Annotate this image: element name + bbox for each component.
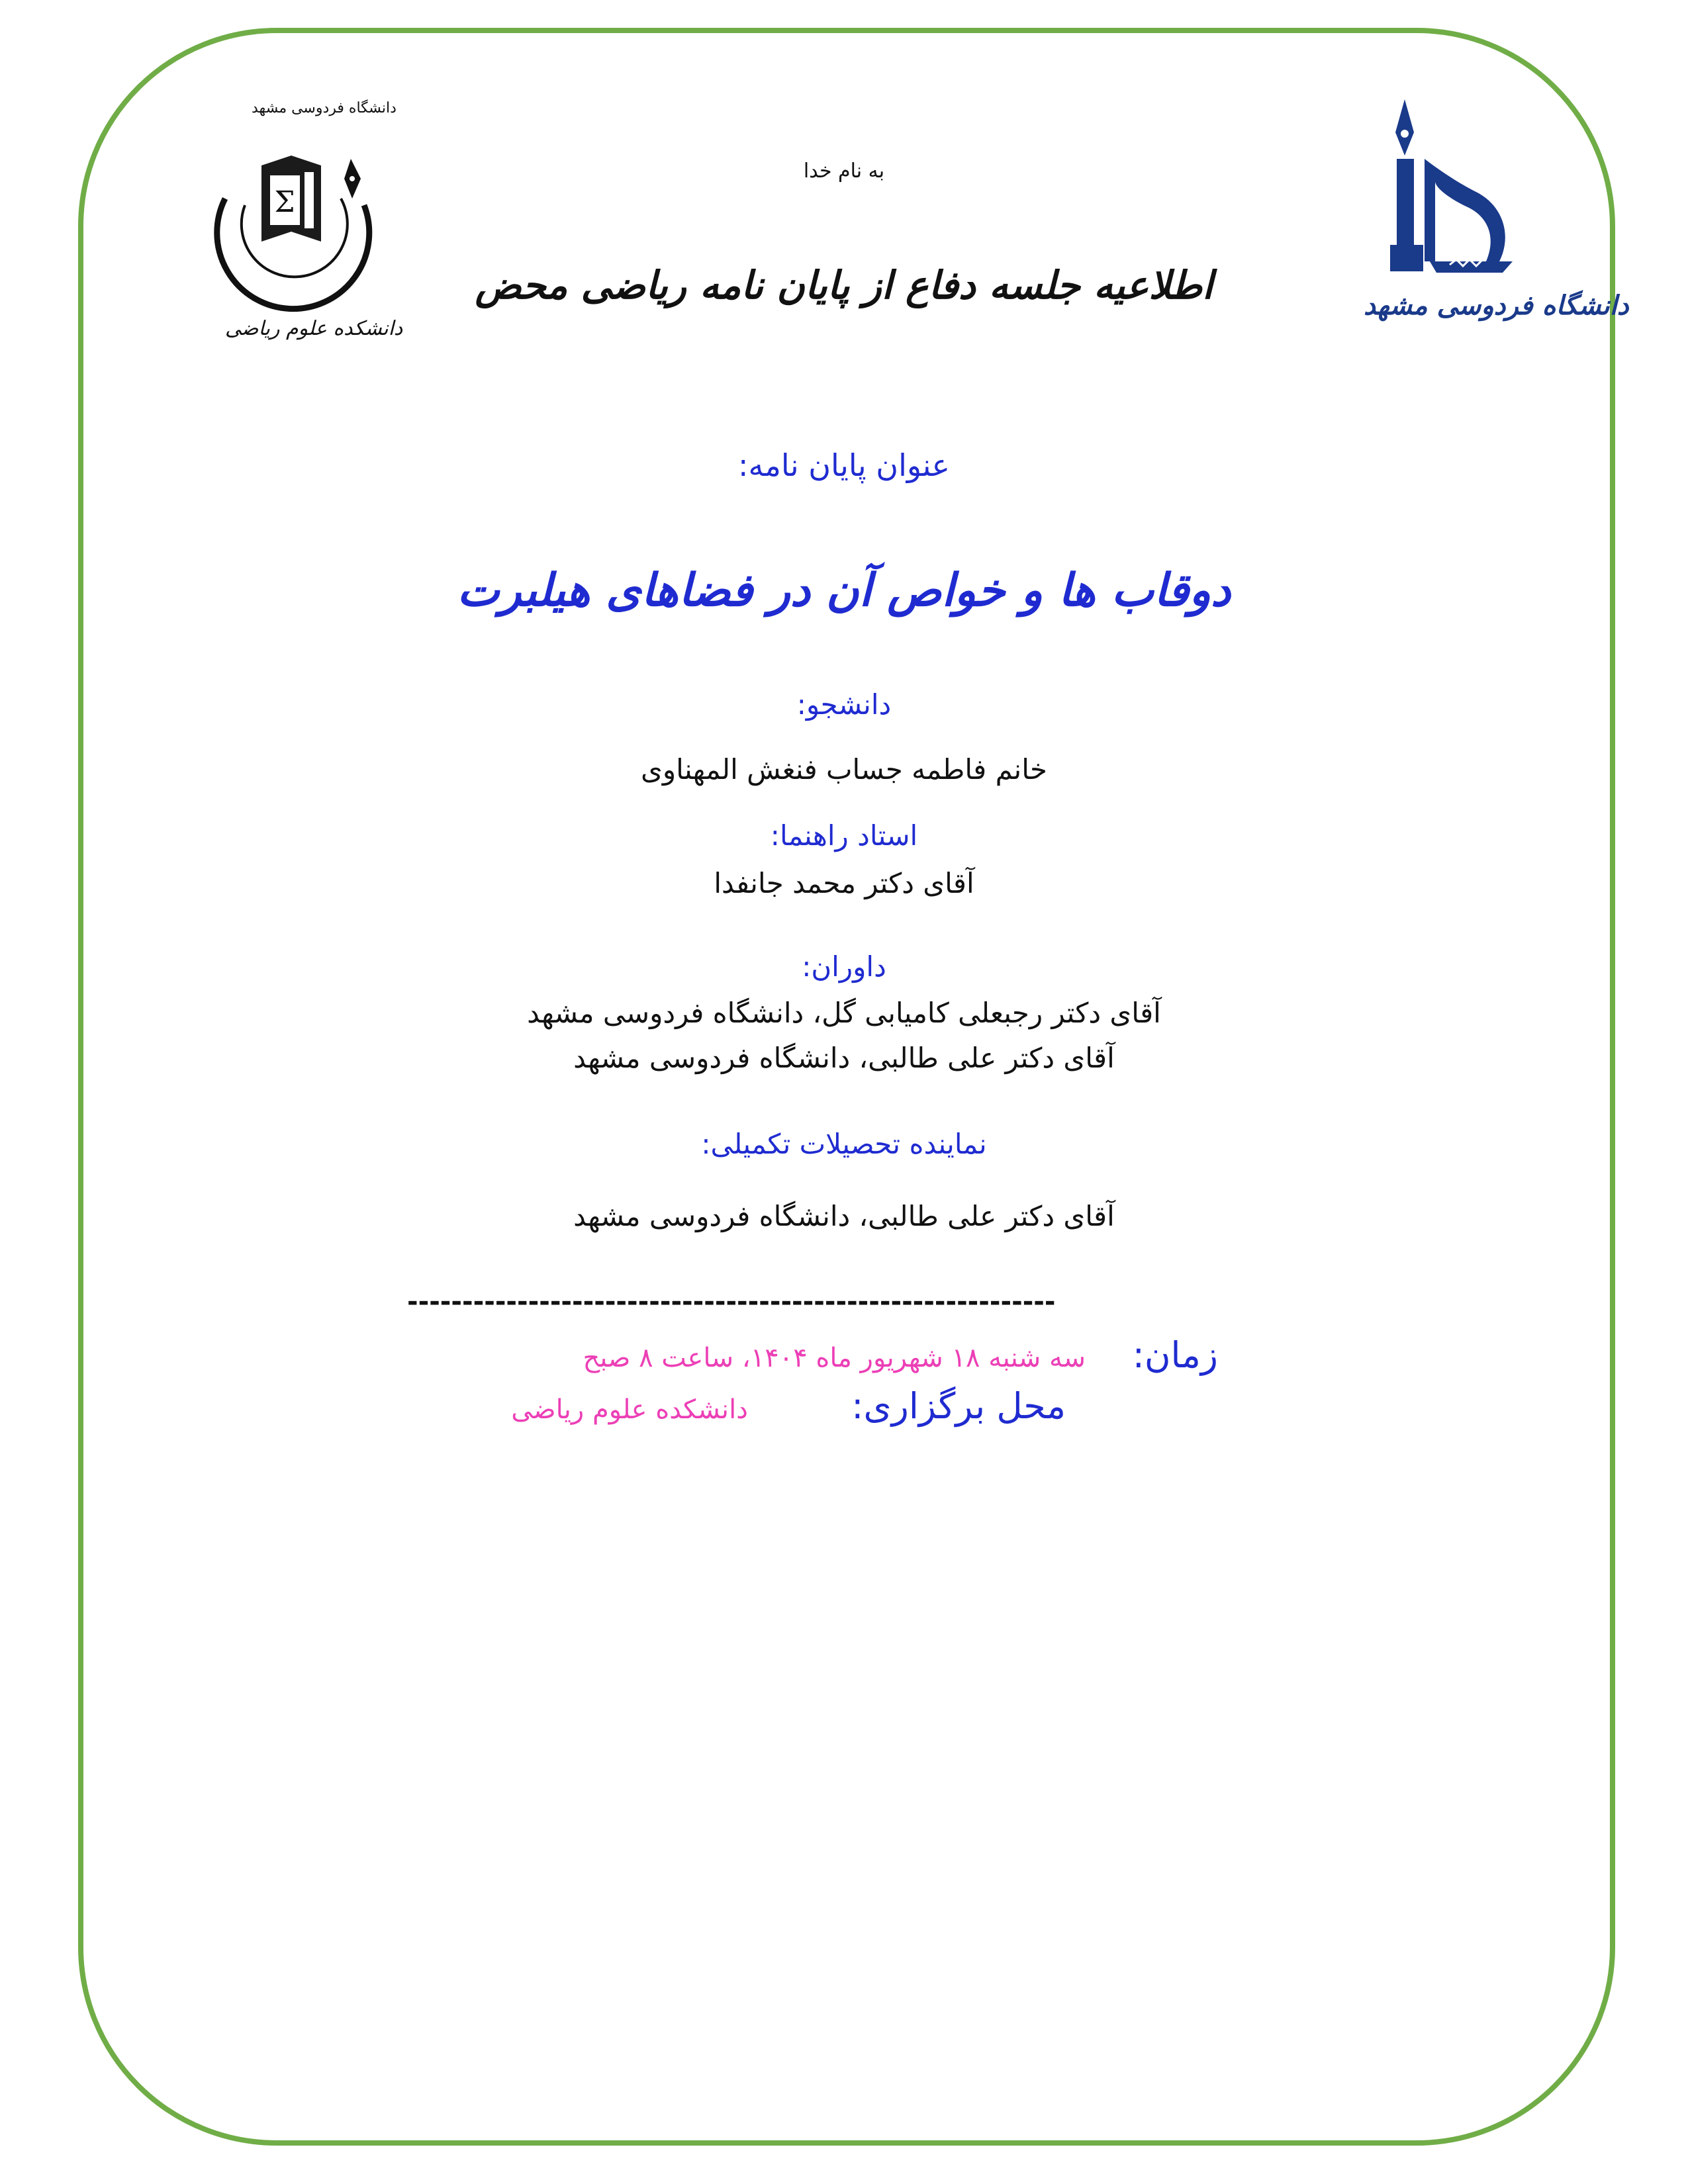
graduate-rep-heading: نماینده تحصیلات تکمیلی: — [701, 1128, 987, 1160]
announcement-title: اطلاعیه جلسه دفاع از پایان نامه ریاضی محض — [475, 263, 1213, 308]
faculty-seal-logo — [199, 99, 403, 351]
university-caption: دانشگاه فردوسی مشهد — [1364, 290, 1629, 321]
faculty-ring-text: دانشگاه فردوسی مشهد — [252, 100, 397, 116]
ferdowsi-university-icon — [1350, 93, 1542, 291]
faculty-seal-icon — [199, 99, 384, 351]
supervisor-name: آقای دکتر محمد جانفدا — [714, 867, 974, 899]
place-label: محل برگزاری: — [851, 1385, 1066, 1427]
student-heading: دانشجو: — [796, 688, 892, 721]
separator-line: ----------------------------------------------------------- — [407, 1287, 1056, 1316]
time-label: زمان: — [1132, 1334, 1218, 1376]
svg-text:Σ: Σ — [274, 185, 295, 219]
faculty-caption: دانشکده علوم ریاضی — [225, 317, 403, 340]
supervisor-heading: استاد راهنما: — [770, 819, 918, 852]
thesis-title: دوقاب ها و خواص آن در فضاهای هیلبرت — [457, 564, 1231, 617]
time-value: سه شنبه ۱۸ شهریور ماه ۱۴۰۴، ساعت ۸ صبح — [583, 1343, 1086, 1373]
referee-item: آقای دکتر رجبعلی کامیابی گل، دانشگاه فردوسی مشهد — [527, 997, 1161, 1029]
thesis-heading: عنوان پایان نامه: — [738, 447, 950, 483]
referee-item: آقای دکتر علی طالبی، دانشگاه فردوسی مشهد — [573, 1042, 1115, 1074]
referees-heading: داوران: — [802, 950, 886, 983]
bismillah-text: به نام خدا — [803, 159, 885, 183]
student-name: خانم فاطمه جساب فنغش المهناوی — [641, 753, 1047, 786]
place-value: دانشکده علوم ریاضی — [511, 1394, 748, 1425]
graduate-rep-name: آقای دکتر علی طالبی، دانشگاه فردوسی مشهد — [573, 1200, 1115, 1232]
